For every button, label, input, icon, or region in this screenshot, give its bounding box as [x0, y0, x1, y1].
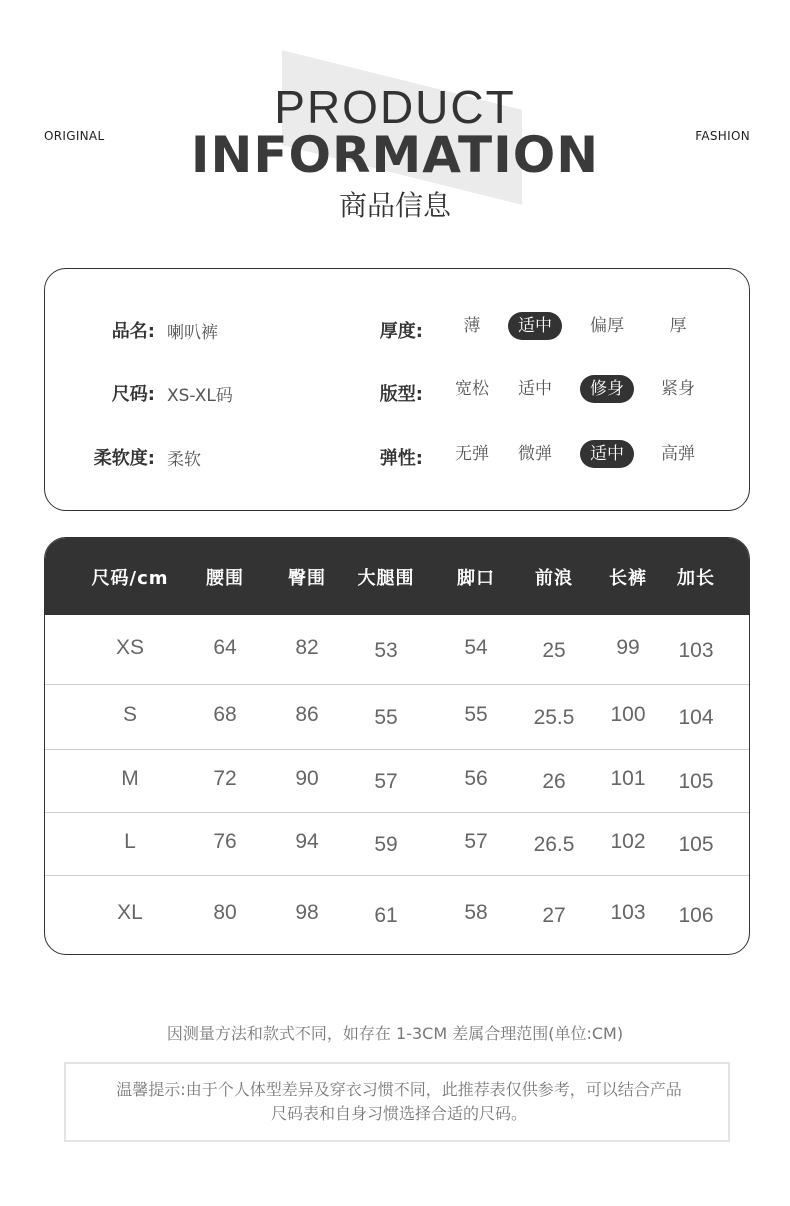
- measurement-cell: 86: [295, 703, 319, 726]
- measurement-cell: 25: [542, 639, 566, 662]
- thickness-option-2: 偏厚: [590, 316, 624, 336]
- product-info-card: [44, 268, 750, 511]
- measurement-cell: 101: [610, 767, 646, 790]
- title-information: INFORMATION: [190, 126, 600, 184]
- measurement-cell: 55: [374, 706, 398, 729]
- tip-line-2: 尺码表和自身习惯选择合适的尺码。: [270, 1104, 527, 1123]
- elasticity-option-3: 高弹: [661, 444, 695, 464]
- measurement-cell: 54: [464, 636, 488, 659]
- column-header-2: 臀围: [288, 568, 326, 589]
- fit-option-1: 适中: [518, 379, 552, 399]
- column-header-1: 腰围: [206, 568, 244, 589]
- measurement-cell: 106: [678, 904, 714, 927]
- measurement-cell: 72: [213, 767, 237, 790]
- original-tag: ORIGINAL: [44, 129, 105, 143]
- measurement-cell: 104: [678, 706, 714, 729]
- measurement-cell: 55: [464, 703, 488, 726]
- measurement-cell: 25.5: [533, 706, 575, 729]
- measurement-cell: 59: [374, 833, 398, 856]
- title-product: PRODUCT: [274, 81, 516, 133]
- measurement-cell: 90: [295, 767, 319, 790]
- fashion-tag: FASHION: [695, 129, 750, 143]
- measurement-cell: 68: [213, 703, 237, 726]
- size-table: [44, 537, 750, 955]
- measurement-cell: 58: [464, 901, 488, 924]
- size-label: 尺码:: [111, 384, 155, 405]
- elasticity-option-2: 适中: [580, 440, 634, 468]
- measurement-cell: 99: [616, 636, 640, 659]
- measurement-cell: 103: [610, 901, 646, 924]
- measurement-note: 因测量方法和款式不同，如存在 1-3CM 差属合理范围(单位:CM): [166, 1024, 624, 1043]
- fit-option-3: 紧身: [661, 379, 695, 399]
- measurement-cell: 57: [464, 830, 488, 853]
- thickness-option-1: 适中: [508, 312, 562, 340]
- measurement-cell: 64: [213, 636, 237, 659]
- measurement-cell: 94: [295, 830, 319, 853]
- column-header-6: 长裤: [609, 568, 647, 589]
- column-header-3: 大腿围: [357, 568, 415, 589]
- tip-line-1: 温馨提示:由于个人体型差异及穿衣习惯不同，此推荐表仅供参考，可以结合产品: [116, 1080, 682, 1099]
- measurement-cell: 105: [678, 770, 714, 793]
- fit-label: 版型:: [379, 384, 423, 405]
- measurement-cell: 100: [610, 703, 646, 726]
- measurement-cell: 61: [374, 904, 398, 927]
- elasticity-option-1: 微弹: [518, 444, 552, 464]
- size-cell: L: [124, 830, 136, 853]
- size-cell: XS: [115, 636, 144, 659]
- measurement-cell: 57: [374, 770, 398, 793]
- page-subtitle: 商品信息: [338, 189, 451, 222]
- thickness-option-3: 厚: [669, 316, 687, 336]
- measurement-cell: 82: [295, 636, 319, 659]
- measurement-cell: 102: [610, 830, 646, 853]
- row-divider: [45, 684, 750, 685]
- fit-option-2: 修身: [580, 375, 634, 403]
- measurement-cell: 26: [542, 770, 566, 793]
- measurement-cell: 26.5: [533, 833, 575, 856]
- thickness-label: 厚度:: [379, 321, 423, 342]
- column-header-7: 加长: [677, 568, 715, 589]
- measurement-cell: 56: [464, 767, 488, 790]
- tip-box: [64, 1062, 730, 1142]
- column-header-5: 前浪: [535, 568, 573, 589]
- elasticity-label: 弹性:: [379, 448, 423, 469]
- size-value: XS-XL码: [167, 386, 233, 406]
- softness-value: 柔软: [167, 450, 201, 470]
- measurement-cell: 53: [374, 639, 398, 662]
- measurement-cell: 76: [213, 830, 237, 853]
- column-header-4: 脚口: [457, 568, 495, 589]
- name-value: 喇叭裤: [167, 323, 218, 343]
- size-table-header: [45, 538, 750, 615]
- measurement-cell: 98: [295, 901, 319, 924]
- measurement-cell: 80: [213, 901, 237, 924]
- row-divider: [45, 875, 750, 876]
- column-header-0: 尺码/cm: [91, 568, 169, 589]
- row-divider: [45, 749, 750, 750]
- size-cell: M: [121, 767, 139, 790]
- row-divider: [45, 812, 750, 813]
- elasticity-option-0: 无弹: [455, 444, 489, 464]
- fit-option-0: 宽松: [455, 379, 489, 399]
- size-cell: S: [122, 703, 137, 726]
- measurement-cell: 103: [678, 639, 714, 662]
- size-cell: XL: [117, 901, 143, 924]
- measurement-cell: 27: [542, 904, 566, 927]
- name-label: 品名:: [111, 321, 155, 342]
- softness-label: 柔软度:: [93, 448, 155, 469]
- thickness-option-0: 薄: [463, 316, 481, 336]
- measurement-cell: 105: [678, 833, 714, 856]
